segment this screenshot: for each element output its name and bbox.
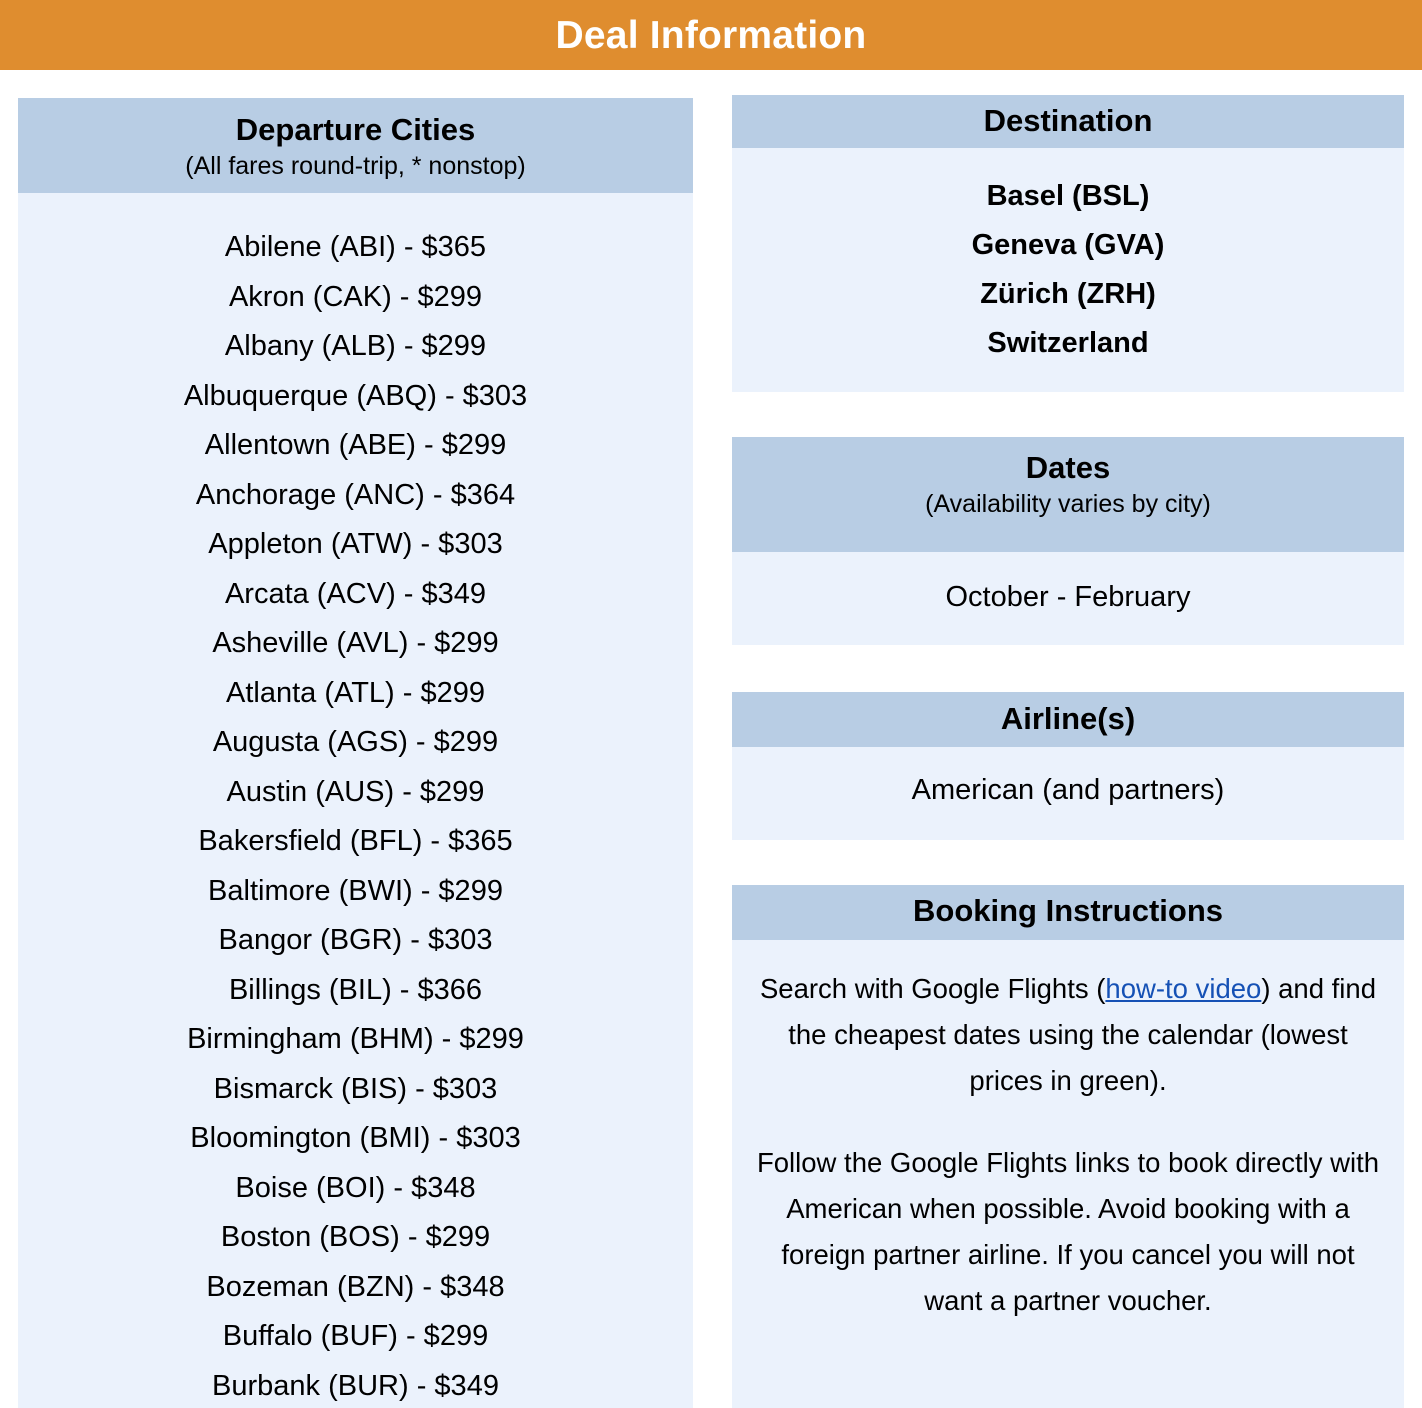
airline-title: Airline(s) <box>1000 701 1136 736</box>
departure-city-item: Allentown (ABE) - $299 <box>204 429 507 461</box>
dates-header <box>732 437 1404 552</box>
departure-city-item: Billings (BIL) - $366 <box>228 973 483 1006</box>
destination-item: Geneva (GVA) <box>971 229 1165 261</box>
departure-city-item: Abilene (ABI) - $365 <box>224 231 487 263</box>
destination-item: Zürich (ZRH) <box>980 278 1156 310</box>
booking-text-rest: Avoid booking with a foreign partner airline. If you cancel you will not want a partner voucher. <box>781 1193 1355 1316</box>
destination-panel <box>732 95 1404 392</box>
booking-paragraph-search <box>756 966 1380 1104</box>
destination-list <box>732 148 1404 368</box>
departure-cities-panel <box>18 98 693 1408</box>
departure-city-item: Buffalo (BUF) - $299 <box>222 1320 489 1352</box>
departure-city-item: Birmingham (BHM) - $299 <box>187 1023 524 1055</box>
page-title: Deal Information <box>555 13 867 57</box>
airline-value: American (and partners) <box>911 774 1225 806</box>
booking-text-bold: Follow the Google Flights links to book directly with American when possible. <box>756 1147 1380 1224</box>
departure-city-item: Albuquerque (ABQ) - $303 <box>183 379 528 412</box>
departure-city-item: Bakersfield (BFL) - $365 <box>198 825 513 857</box>
destination-item: Basel (BSL) <box>986 180 1150 212</box>
page-title-bar <box>0 0 1422 70</box>
booking-instructions-title: Booking Instructions <box>913 893 1223 928</box>
departure-city-item: Austin (AUS) - $299 <box>226 775 485 808</box>
departure-city-item: Anchorage (ANC) - $364 <box>195 478 516 511</box>
dates-value: October - February <box>945 581 1191 613</box>
departure-cities-subtitle: (All fares round-trip, * nonstop) <box>185 151 526 180</box>
booking-instructions-panel <box>732 885 1404 1408</box>
departure-city-item: Boise (BOI) - $348 <box>235 1171 476 1204</box>
booking-paragraph-follow <box>756 1140 1380 1324</box>
departure-cities-list <box>18 193 693 1408</box>
departure-city-item: Burbank (BUR) - $349 <box>212 1369 499 1402</box>
departure-city-item: Akron (CAK) - $299 <box>228 280 483 313</box>
departure-city-item: Atlanta (ATL) - $299 <box>226 676 485 709</box>
dates-subtitle: (Availability varies by city) <box>925 489 1211 518</box>
departure-city-item: Asheville (AVL) - $299 <box>212 627 499 659</box>
departure-city-item: Bismarck (BIS) - $303 <box>213 1072 498 1105</box>
departure-city-item: Baltimore (BWI) - $299 <box>208 874 503 907</box>
departure-city-item: Augusta (AGS) - $299 <box>212 726 499 758</box>
dates-panel <box>732 437 1404 645</box>
departure-city-item: Albany (ALB) - $299 <box>224 330 487 362</box>
departure-city-item: Bozeman (BZN) - $348 <box>206 1270 505 1303</box>
destination-title: Destination <box>983 103 1153 138</box>
dates-title: Dates <box>1025 450 1111 485</box>
airline-header <box>732 692 1404 747</box>
booking-text-after-link: ) and find the cheapest dates using the calendar (lowest prices in green). <box>788 973 1377 1096</box>
departure-city-item: Boston (BOS) - $299 <box>220 1221 491 1253</box>
departure-cities-title: Departure Cities <box>235 112 476 147</box>
departure-city-item: Bloomington (BMI) - $303 <box>190 1122 521 1154</box>
booking-instructions-header <box>732 885 1404 940</box>
destination-item: Switzerland <box>987 327 1149 359</box>
departure-cities-header <box>18 98 693 193</box>
how-to-video-link[interactable]: how-to video <box>1105 973 1262 1004</box>
booking-paragraph-spacer <box>756 1104 1380 1140</box>
departure-city-item: Bangor (BGR) - $303 <box>218 924 493 956</box>
booking-text-before-link: Search with Google Flights ( <box>759 973 1106 1004</box>
departure-city-item: Appleton (ATW) - $303 <box>208 528 503 560</box>
booking-instructions-body <box>732 940 1404 1324</box>
departure-city-item: Arcata (ACV) - $349 <box>224 577 487 610</box>
airline-panel <box>732 692 1404 840</box>
destination-header <box>732 95 1404 148</box>
